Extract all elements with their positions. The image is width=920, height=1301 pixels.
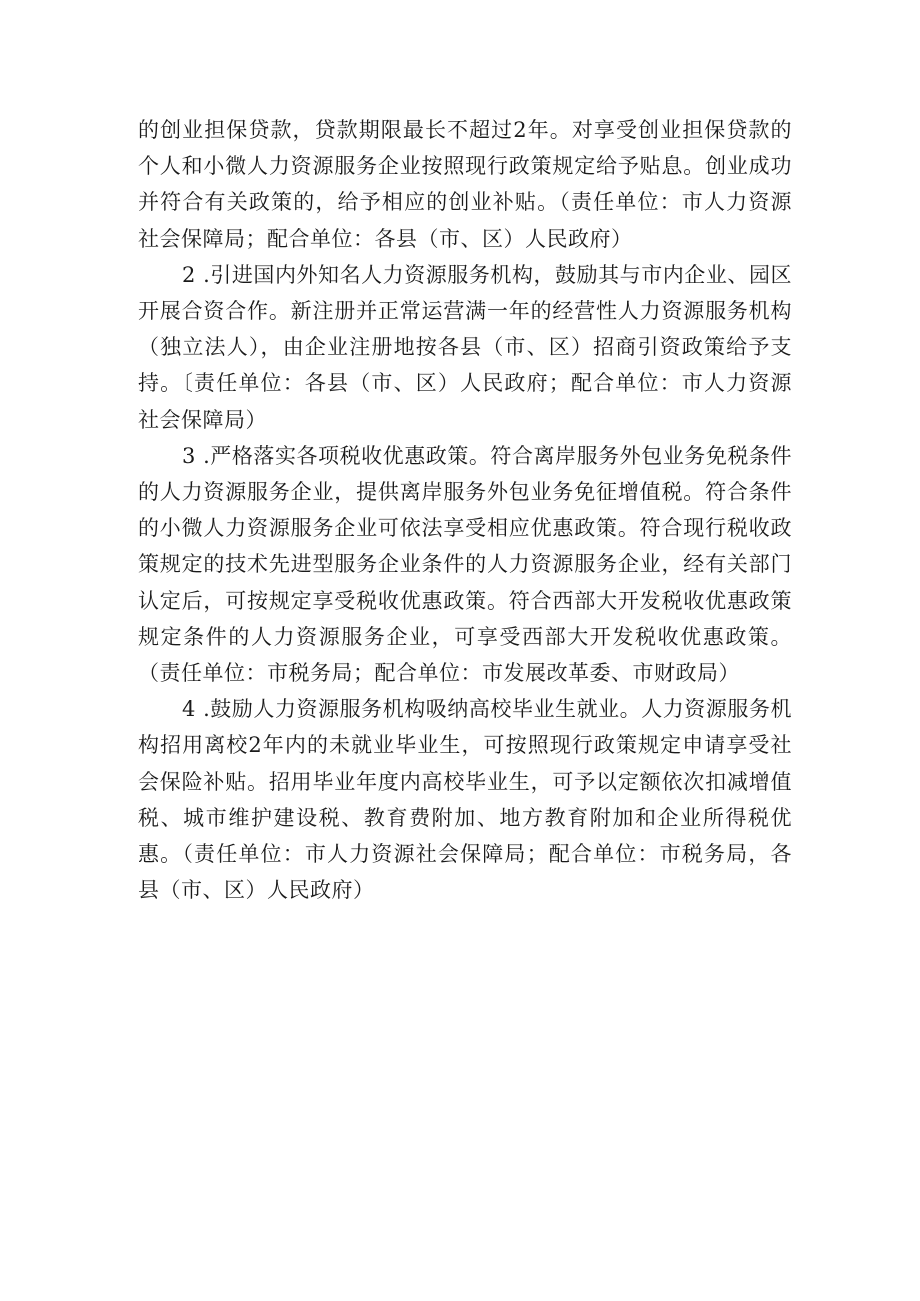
document-page [138,112,792,908]
paragraph-item-3: 3 .严格落实各项税收优惠政策。符合离岸服务外包业务免税条件的人力资源服务企业，提供离岸服务外包业务免征增值税。符合条件的小微人力资源服务企业可依法享受相应优惠政策。符合现行税收政策规定的技术先进型服务企业条件的人力资源服务企业，经有关部门认定后，可按规定享受税收优惠政策。符合西部大开发税收优惠政策规定条件的人力资源服务企业，可享受西部大开发税收优惠政策。（责任单位：市税务局；配合单位：市发展改革委、市财政局） [138,443,792,686]
paragraph-continuation: 的创业担保贷款，贷款期限最长不超过2年。对享受创业担保贷款的个人和小微人力资源服务企业按照现行政策规定给予贴息。创业成功并符合有关政策的，给予相应的创业补贴。（责任单位：市人力资源社会保障局；配合单位：各县（市、区）人民政府） [138,118,792,251]
paragraph-item-2: 2 .引进国内外知名人力资源服务机构，鼓励其与市内企业、园区开展合资合作。新注册并正常运营满一年的经营性人力资源服务机构（独立法人），由企业注册地按各县（市、区）招商引资政策给予支持。〔责任单位：各县（市、区）人民政府；配合单位：市人力资源社会保障局） [138,262,792,432]
paragraph-item-4: 4 .鼓励人力资源服务机构吸纳高校毕业生就业。人力资源服务机构招用离校2年内的未就业毕业生，可按照现行政策规定申请享受社会保险补贴。招用毕业年度内高校毕业生，可予以定额依次扣减增值税、城市维护建设税、教育费附加、地方教育附加和企业所得税优惠。（责任单位：市人力资源社会保障局；配合单位：市税务局，各县（市、区）人民政府） [138,697,792,903]
